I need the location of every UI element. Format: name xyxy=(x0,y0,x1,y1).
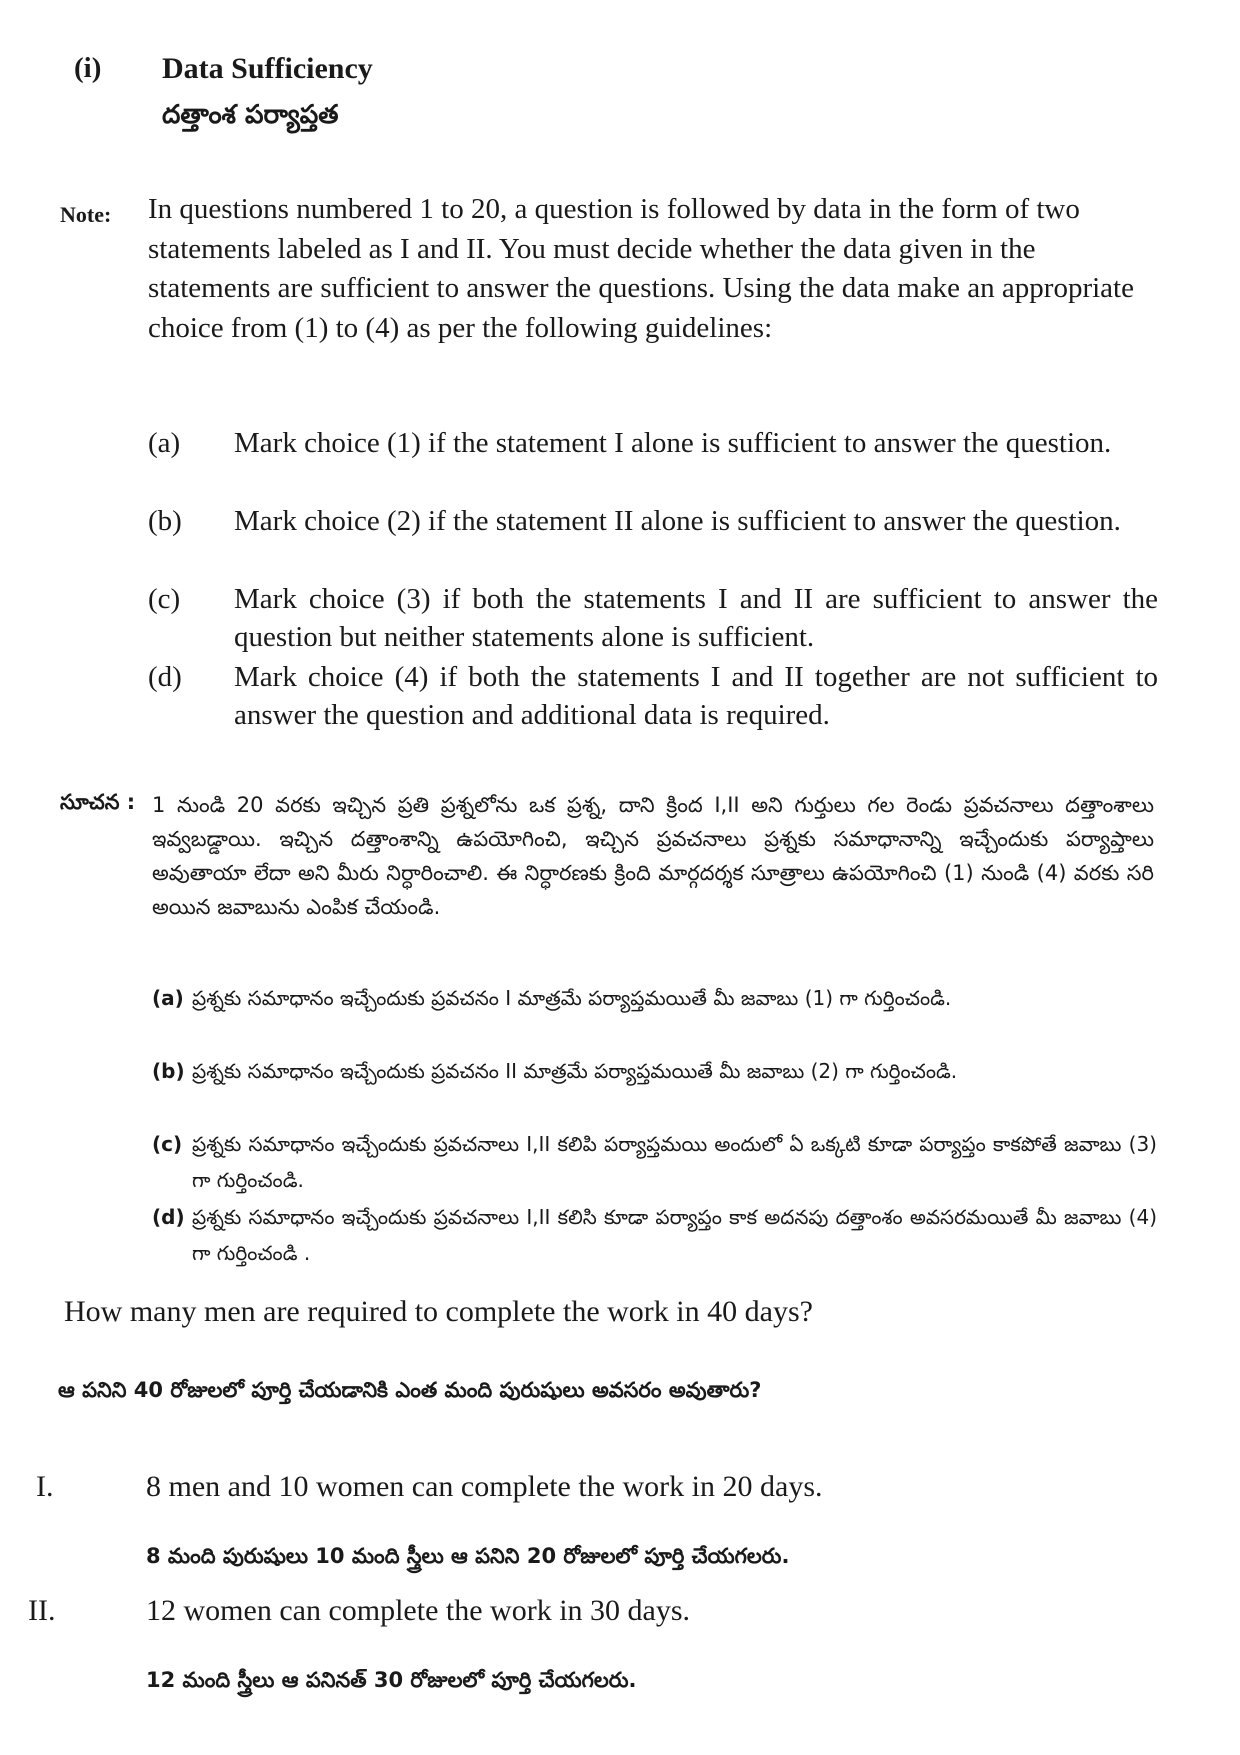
statement-text-telugu: 12 మంది స్త్రీలు ఆ పనినత్ 30 రోజులలో పూర్తి చేయగలరు. xyxy=(146,1668,637,1692)
section-title: Data Sufficiency xyxy=(162,52,373,85)
guideline-text: Mark choice (2) if the statement II alone is sufficient to answer the question. xyxy=(234,505,1121,537)
guideline-text: Mark choice (3) if both the statements I and II are sufficient to answer the question but neither statements alone is sufficient. xyxy=(234,583,1158,653)
guideline-item-telugu xyxy=(152,1126,1157,1198)
guideline-item xyxy=(148,424,1158,462)
guideline-label: (b) xyxy=(152,1059,185,1083)
guideline-item xyxy=(148,580,1158,656)
statement-text: 12 women can complete the work in 30 days. xyxy=(146,1594,691,1627)
guideline-item xyxy=(148,502,1158,540)
guideline-label: (a) xyxy=(148,427,181,459)
statement-text-telugu: 8 మంది పురుషులు 10 మంది స్త్రీలు ఆ పనిని 20 రోజులలో పూర్తి చేయగలరు. xyxy=(146,1544,790,1568)
note-label: Note: xyxy=(60,202,112,227)
statement-number: I. xyxy=(36,1470,54,1503)
guideline-label: (b) xyxy=(148,505,182,537)
guideline-item xyxy=(148,658,1158,734)
guideline-text-telugu: ప్రశ్నకు సమాధానం ఇచ్చేందుకు ప్రవచనం II మాత్రమే పర్యాప్తమయితే మీ జవాబు (2) గా గుర్తించండి. xyxy=(192,1059,958,1083)
question-text-telugu: ఆ పనిని 40 రోజులలో పూర్తి చేయడానికి ఎంత మంది పురుషులు అవసరం అవుతారు? xyxy=(58,1378,762,1402)
guideline-text-telugu: ప్రశ్నకు సమాధానం ఇచ్చేందుకు ప్రవచనం I మాత్రమే పర్యాప్తమయితే మీ జవాబు (1) గా గుర్తించండి. xyxy=(192,986,952,1010)
statement-number: II. xyxy=(28,1594,56,1627)
section-title-telugu: దత్తాంశ పర్యాప్తత xyxy=(162,100,339,130)
section-number: (i) xyxy=(74,52,102,84)
question-text: How many men are required to complete the work in 40 days? xyxy=(64,1295,813,1328)
guideline-text-telugu: ప్రశ్నకు సమాధానం ఇచ్చేందుకు ప్రవచనాలు I,II కలిసి కూడా పర్యాప్తం కాక అదనపు దత్తాంశం అవసరమయితే మీ జవాబు (4) గా గుర్తించండి . xyxy=(192,1205,1157,1265)
guideline-label: (c) xyxy=(148,583,181,615)
guideline-item-telugu xyxy=(152,1053,1157,1089)
guideline-text: Mark choice (4) if both the statements I and II together are not sufficient to answer the question and additional data is required. xyxy=(234,661,1158,731)
guideline-label: (d) xyxy=(148,661,182,693)
guideline-label: (c) xyxy=(152,1132,183,1156)
guideline-item-telugu xyxy=(152,980,1157,1016)
guideline-text: Mark choice (1) if the statement I alone is sufficient to answer the question. xyxy=(234,427,1112,459)
guideline-label: (d) xyxy=(152,1205,185,1229)
guideline-text-telugu: ప్రశ్నకు సమాధానం ఇచ్చేందుకు ప్రవచనాలు I,II కలిపి పర్యాప్తమయి అందులో ఏ ఒక్కటి కూడా పర్యాప్తం కాకపోతే జవాబు (3) గా గుర్తించండి. xyxy=(192,1132,1157,1192)
note-text: In questions numbered 1 to 20, a question is followed by data in the form of two statements labeled as I and II. You must decide whether the data given in the statements are sufficient to answer the questions. Using the data make an appropriate choice from (1) to (4) as per the following guidelines: xyxy=(148,193,1134,344)
guideline-item-telugu xyxy=(152,1199,1157,1271)
note-text-telugu: 1 నుండి 20 వరకు ఇచ్చిన ప్రతి ప్రశ్నలోను ఒక ప్రశ్న, దాని క్రింద I,II అని గుర్తులు గల రెండు ప్రవచనాలు దత్తాంశాలు ఇవ్వబడ్డాయి. ఇచ్చిన దత్తాంశాన్ని ఉపయోగించి, ఇచ్చిన ప్రవచనాలు ప్రశ్నకు సమాధానాన్ని ఇచ్చేందుకు పర్యాప్తాలు అవుతాయా లేదా అని మీరు నిర్ధారించాలి. ఈ నిర్ధారణకు క్రింది మార్గదర్శక సూత్రాలు ఉపయోగించి (1) నుండి (4) వరకు సరి అయిన జవాబును ఎంపిక చేయండి. xyxy=(152,793,1154,919)
statement-text: 8 men and 10 women can complete the work in 20 days. xyxy=(146,1470,823,1503)
note-label-telugu: సూచన : xyxy=(60,790,136,814)
guideline-label: (a) xyxy=(152,986,184,1010)
